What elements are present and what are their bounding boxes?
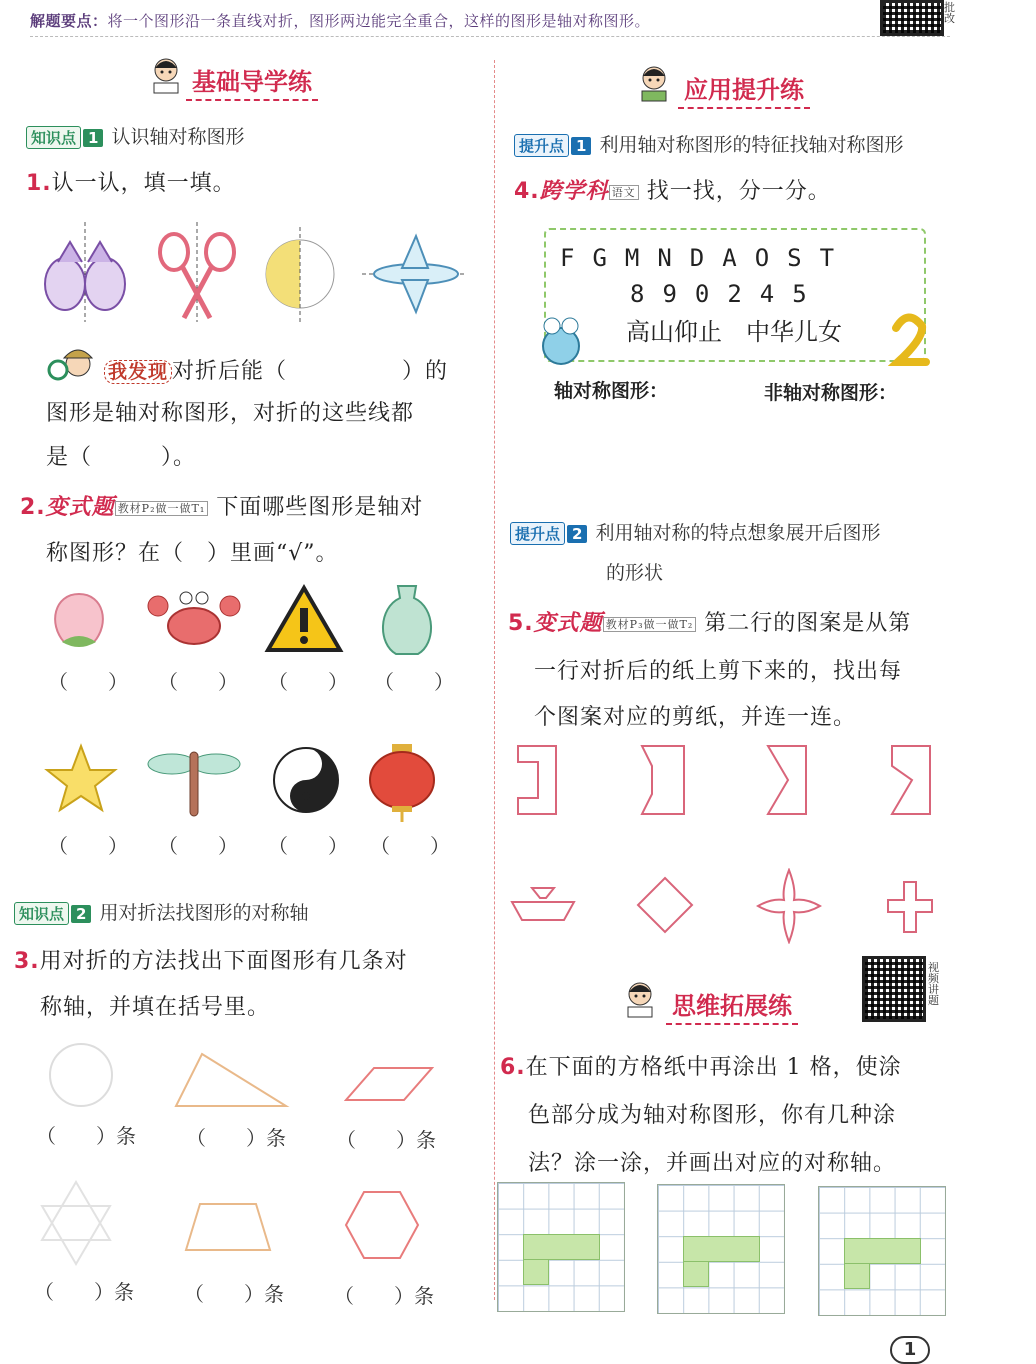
shaded-cell xyxy=(844,1263,870,1289)
q4-number: 4. xyxy=(514,179,540,204)
section-title-basic: 基础导学练 xyxy=(186,62,318,101)
tp2-num: 2 xyxy=(567,525,587,543)
kp-title: 认识轴对称图形 xyxy=(111,126,245,148)
hexagram-shape xyxy=(36,1178,116,1268)
kp-num: 1 xyxy=(83,129,103,147)
cut-shape-diamond[interactable] xyxy=(636,876,694,934)
tip-bar xyxy=(30,10,650,31)
folded-shape-4[interactable] xyxy=(890,744,932,816)
q3-answer-3[interactable]: （ ）条 xyxy=(336,1128,436,1152)
tp1-tag: 提升点 xyxy=(514,134,569,157)
shaded-cell xyxy=(523,1259,549,1285)
q2-text1: 下面哪些图形是轴对 xyxy=(216,495,424,520)
tip-label: 解题要点： xyxy=(30,12,108,30)
knowledge-point-1 xyxy=(26,122,244,149)
qr-label: 批改 xyxy=(944,1,955,25)
kid-mascot-icon xyxy=(636,64,672,104)
board-row-letters: FGMNDAOST xyxy=(560,244,853,272)
page-number: 1 xyxy=(890,1336,930,1364)
tip-text: 将一个图形沿一条直线对折，图形两边能完全重合，这样的图形是轴对称图形。 xyxy=(107,12,651,30)
q4-sym-label: 轴对称图形： xyxy=(554,380,669,402)
question-5 xyxy=(508,606,911,637)
frog-mascot-icon xyxy=(538,312,584,366)
discover-tag: 我发现 xyxy=(104,360,172,384)
grid-paper-3[interactable] xyxy=(818,1186,946,1316)
q3-text1: 用对折的方法找出下面图形有几条对 xyxy=(39,949,408,974)
kid-mascot-icon xyxy=(622,980,658,1020)
shaded-cell xyxy=(683,1261,709,1287)
q5-textbook-badge: 教材P₃做一做T₂ xyxy=(603,617,697,632)
folded-shape-2[interactable] xyxy=(640,744,686,816)
q3-answer-4[interactable]: （ ）条 xyxy=(34,1280,134,1304)
q6-text2: 色部分成为轴对称图形，你有几种涂 xyxy=(528,1103,897,1128)
q2-number: 2. xyxy=(20,495,46,520)
q1-discover-line1 xyxy=(104,354,448,385)
q6-text1: 在下面的方格纸中再涂出 1 格，使涂 xyxy=(525,1055,902,1080)
q1-number: 1. xyxy=(26,171,52,196)
q6-text3: 法？涂一涂，并画出对应的对称轴。 xyxy=(528,1151,897,1176)
section-title-applied: 应用提升练 xyxy=(678,70,810,109)
binoculars-icon xyxy=(40,222,130,322)
q3-answer-5[interactable]: （ ）条 xyxy=(184,1282,284,1306)
airplane-icon xyxy=(362,228,466,320)
knowledge-point-2 xyxy=(14,898,308,925)
q4-text: 找一找，分一分。 xyxy=(646,179,831,204)
shaded-row xyxy=(844,1238,921,1264)
peach-icon xyxy=(44,584,114,654)
q1-fill-line3: 是（ ）。 xyxy=(46,445,197,470)
q4-subject-badge: 语文 xyxy=(609,185,639,200)
star-icon xyxy=(44,742,118,814)
q3-text2: 称轴，并填在括号里。 xyxy=(40,995,271,1020)
tp2-title2: 的形状 xyxy=(606,562,664,584)
grid-paper-2[interactable] xyxy=(657,1184,785,1314)
q6-number: 6. xyxy=(500,1055,526,1080)
parallelogram-shape xyxy=(344,1064,434,1104)
kp2-tag: 知识点 xyxy=(14,902,69,925)
improvement-point-2 xyxy=(510,518,880,545)
number-two-mascot-icon xyxy=(888,312,932,368)
grid-paper-1[interactable] xyxy=(497,1182,625,1312)
tp2-tag: 提升点 xyxy=(510,522,565,545)
q5-variant-tag: 变式题 xyxy=(533,610,603,636)
trapezoid-shape xyxy=(182,1200,274,1254)
kid-mascot-icon xyxy=(148,56,184,96)
q2-text2: 称图形？在（ ）里画“√”。 xyxy=(46,541,339,566)
q2-answer-8[interactable]: （ ） xyxy=(370,834,450,858)
question-1 xyxy=(26,166,236,197)
q1-fill-line1: 对折后能（ ）的 xyxy=(172,359,449,384)
dragonfly-icon xyxy=(146,742,242,818)
cut-shape-cross[interactable] xyxy=(886,880,934,934)
q2-answer-5[interactable]: （ ） xyxy=(48,834,128,858)
question-2 xyxy=(20,490,423,521)
q3-answer-2[interactable]: （ ）条 xyxy=(186,1126,286,1150)
q2-answer-3[interactable]: （ ） xyxy=(268,670,348,694)
question-3 xyxy=(14,944,408,975)
board-row-digits: 890245 xyxy=(630,280,825,308)
vase-icon xyxy=(372,582,442,658)
triangle-shape xyxy=(172,1050,292,1110)
tp2-title1: 利用轴对称的特点想象展开后图形 xyxy=(595,522,881,544)
shaded-row xyxy=(523,1234,600,1260)
board-row-words: 高山仰止 中华儿女 xyxy=(626,318,842,346)
video-qr-code-icon[interactable] xyxy=(862,956,926,1022)
qr-code-icon[interactable] xyxy=(880,0,944,36)
q2-answer-4[interactable]: （ ） xyxy=(374,670,454,694)
q5-text1: 第二行的图案是从第 xyxy=(704,611,912,636)
question-4 xyxy=(514,174,831,205)
cut-shape-curved-cross[interactable] xyxy=(756,868,822,944)
q1-fill-line2: 图形是轴对称图形，对折的这些线都 xyxy=(46,401,415,426)
warning-sign-icon xyxy=(264,584,344,654)
q3-answer-1[interactable]: （ ）条 xyxy=(36,1124,136,1148)
q5-text2: 一行对折后的纸上剪下来的，找出每 xyxy=(534,659,903,684)
shaded-row xyxy=(683,1236,760,1262)
kp2-num: 2 xyxy=(71,905,91,923)
crab-icon xyxy=(144,584,244,654)
q2-textbook-badge: 教材P₂做一做T₁ xyxy=(115,501,209,516)
kp-tag: 知识点 xyxy=(26,126,81,149)
circle-shape xyxy=(46,1040,116,1110)
lantern-icon xyxy=(366,742,438,824)
q2-answer-1[interactable]: （ ） xyxy=(48,670,128,694)
tp1-title: 利用轴对称图形的特征找轴对称图形 xyxy=(599,134,904,156)
cut-shape-boat[interactable] xyxy=(510,884,576,924)
folded-shape-3[interactable] xyxy=(766,744,810,816)
video-qr-label: 视频讲题 xyxy=(928,961,939,1007)
q5-number: 5. xyxy=(508,611,534,636)
q3-answer-6[interactable]: （ ）条 xyxy=(334,1284,434,1308)
question-6 xyxy=(500,1050,902,1081)
column-divider xyxy=(494,60,495,1300)
q3-number: 3. xyxy=(14,949,40,974)
q2-answer-2[interactable]: （ ） xyxy=(158,670,238,694)
q2-answer-6[interactable]: （ ） xyxy=(158,834,238,858)
tp1-num: 1 xyxy=(571,137,591,155)
yin-yang-icon xyxy=(270,744,342,816)
q2-variant-tag: 变式题 xyxy=(45,494,115,520)
section-title-thinking: 思维拓展练 xyxy=(666,986,798,1025)
q1-text: 认一认，填一填。 xyxy=(51,171,236,196)
half-circle-icon xyxy=(262,222,342,322)
hexagon-shape xyxy=(342,1188,422,1262)
q5-text3: 个图案对应的剪纸，并连一连。 xyxy=(534,705,857,730)
q4-cross-tag: 跨学科 xyxy=(539,178,609,204)
kp2-title: 用对折法找图形的对称轴 xyxy=(99,902,309,924)
folded-shape-1[interactable] xyxy=(516,744,560,816)
scissors-icon xyxy=(152,222,242,322)
tip-divider xyxy=(30,36,950,37)
q4-nonsym-label: 非轴对称图形： xyxy=(764,382,898,404)
improvement-point-1 xyxy=(514,130,903,157)
explorer-kid-icon xyxy=(44,342,102,390)
q2-answer-7[interactable]: （ ） xyxy=(268,834,348,858)
